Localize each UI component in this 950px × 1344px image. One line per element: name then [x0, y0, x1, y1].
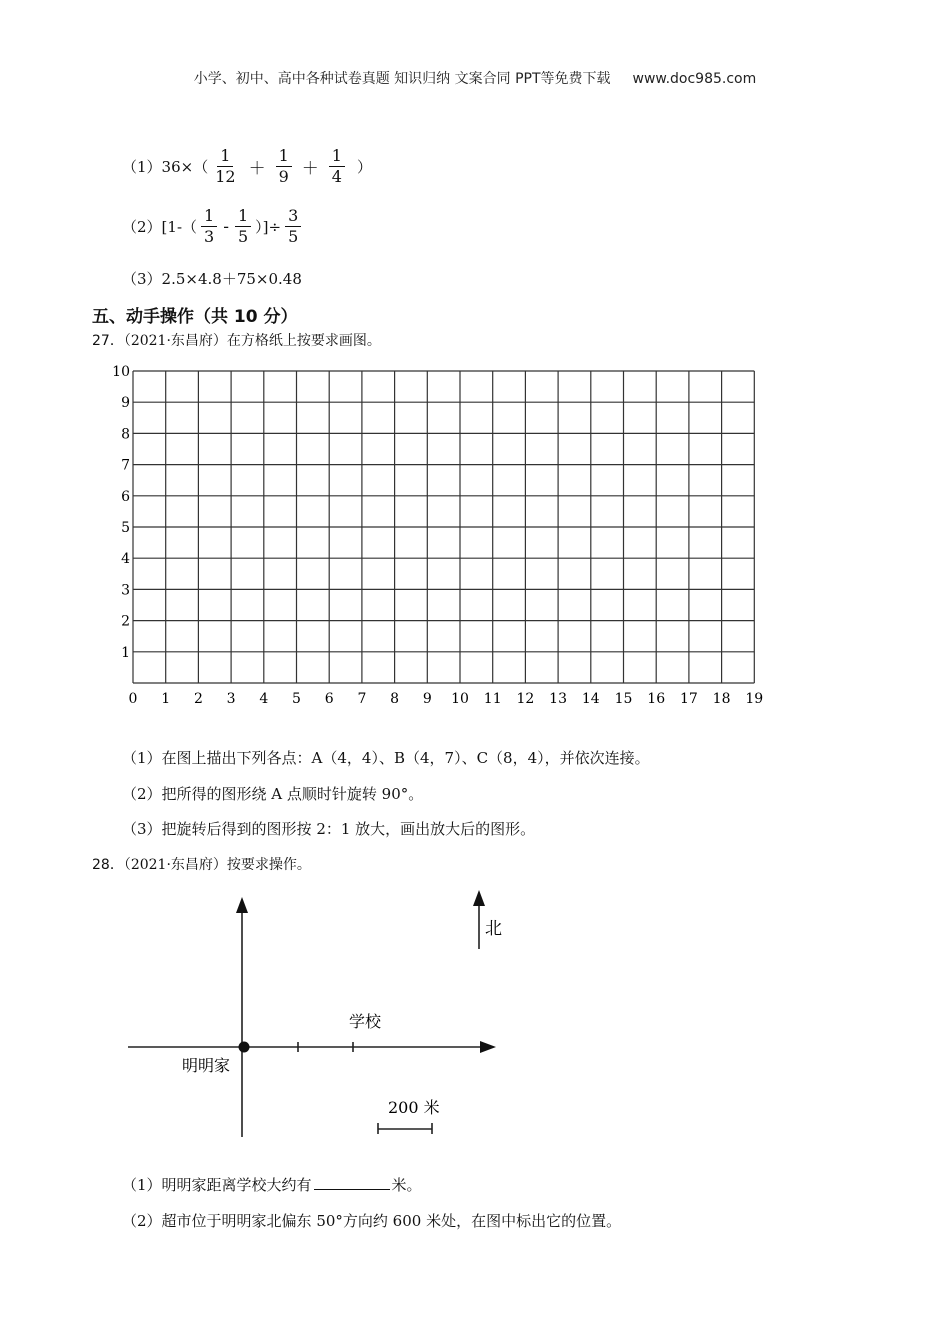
- grid-y-tick-label: 2: [121, 613, 130, 630]
- grid-x-tick-label: 12: [516, 691, 535, 707]
- page-header: [0, 68, 950, 88]
- scale-label: 200 米: [388, 1098, 440, 1117]
- plus-sign: ＋: [301, 159, 319, 179]
- header-url[interactable]: www.doc985.com: [632, 71, 757, 87]
- grid-x-tick-label: 1: [161, 691, 171, 707]
- grid-y-tick-label: 5: [121, 520, 130, 536]
- school-label: 学校: [349, 1012, 382, 1031]
- grid-x-tick-label: 11: [483, 691, 502, 707]
- question-number: 27．: [92, 333, 124, 349]
- grid-x-tick-label: 9: [422, 691, 432, 707]
- grid-x-tick-label: 8: [390, 691, 400, 707]
- grid-x-tick-label: 0: [128, 691, 138, 707]
- fraction-1-4: $\frac{1}{4}$: [329, 146, 345, 187]
- direction-map: [120, 885, 520, 1145]
- fraction-1-12: $\frac{1}{12}$: [215, 146, 236, 186]
- answer-blank[interactable]: [314, 1175, 390, 1190]
- grid-x-labels: [129, 691, 764, 707]
- q27-item-2: （2）把所得的图形绕 A 点顺时针旋转 90°。: [122, 785, 424, 803]
- question-number: 28．: [92, 857, 124, 873]
- grid-y-tick-label: 8: [121, 426, 130, 443]
- grid-x-tick-label: 14: [581, 691, 600, 707]
- home-label: 明明家: [182, 1056, 231, 1075]
- grid-y-tick-label: 1: [121, 644, 130, 661]
- q27-item-3: （3）把旋转后得到的图形按 2：1 放大，画出放大后的图形。: [122, 820, 536, 838]
- north-label: 北: [485, 919, 502, 939]
- expression-2-prefix: （2）[1-（: [122, 218, 198, 236]
- grid-y-labels: [112, 364, 130, 661]
- q28-item-1: （1）明明家距离学校大约有 米。: [122, 1176, 422, 1194]
- q28-item-2: （2）超市位于明明家北偏东 50°方向约 600 米处，在图中标出它的位置。: [122, 1212, 622, 1230]
- grid-x-tick-label: 15: [614, 691, 633, 707]
- up-arrow-icon: [236, 897, 248, 913]
- expression-1: [122, 146, 372, 187]
- section-title: 五、动手操作（共 10 分）: [92, 307, 298, 327]
- expression-2: [122, 206, 305, 247]
- plus-sign: ＋: [248, 159, 266, 179]
- grid-lines: [133, 371, 754, 683]
- home-point: [239, 1042, 250, 1053]
- expression-1-suffix: ）: [356, 158, 372, 176]
- grid-x-tick-label: 17: [679, 691, 698, 707]
- grid-x-tick-label: 5: [292, 691, 301, 707]
- grid-y-tick-label: 7: [121, 457, 130, 474]
- grid-x-tick-label: 4: [259, 691, 269, 707]
- grid-x-tick-label: 10: [451, 691, 469, 707]
- expression-3: （3）2.5×4.8＋75×0.48: [122, 270, 302, 288]
- grid-y-tick-label: 3: [121, 582, 130, 599]
- grid-x-tick-label: 13: [549, 691, 568, 707]
- grid-x-tick-label: 18: [712, 691, 731, 707]
- q27-item-1: （1）在图上描出下列各点：A（4，4）、B（4，7）、C（8，4），并依次连接。: [122, 749, 650, 767]
- question-27-heading: [92, 330, 381, 350]
- grid-y-tick-label: 10: [112, 364, 130, 380]
- grid-x-tick-label: 2: [193, 691, 203, 707]
- grid-x-tick-label: 6: [324, 691, 334, 707]
- minus-sign: -: [223, 216, 229, 237]
- fraction-3-5: $\frac{3}{5}$: [285, 206, 301, 247]
- grid-x-tick-label: 16: [647, 691, 666, 707]
- fraction-1-3: $\frac{1}{3}$: [201, 206, 217, 247]
- right-arrow-icon: [480, 1041, 496, 1053]
- grid-x-tick-label: 7: [357, 691, 367, 707]
- header-text: 小学、初中、高中各种试卷真题 知识归纳 文案合同 PPT等免费下载: [193, 71, 611, 87]
- grid-x-tick-label: 3: [226, 691, 236, 707]
- fraction-1-5: $\frac{1}{5}$: [235, 206, 251, 247]
- grid-y-tick-label: 4: [121, 551, 130, 568]
- expression-2-mid: ）]÷: [255, 218, 282, 236]
- grid-y-tick-label: 6: [121, 488, 130, 505]
- grid-y-tick-label: 9: [121, 395, 130, 412]
- question-28-heading: [92, 854, 311, 874]
- grid-x-tick-label: 19: [745, 691, 764, 707]
- question-source: （2021·东昌府）在方格纸上按要求画图。: [123, 333, 381, 349]
- question-source: （2021·东昌府）按要求操作。: [123, 857, 311, 873]
- expression-1-prefix: （1）36×（: [122, 158, 209, 176]
- fraction-1-9: $\frac{1}{9}$: [276, 146, 292, 187]
- north-arrow-icon: [473, 890, 485, 906]
- coordinate-grid: [110, 360, 780, 715]
